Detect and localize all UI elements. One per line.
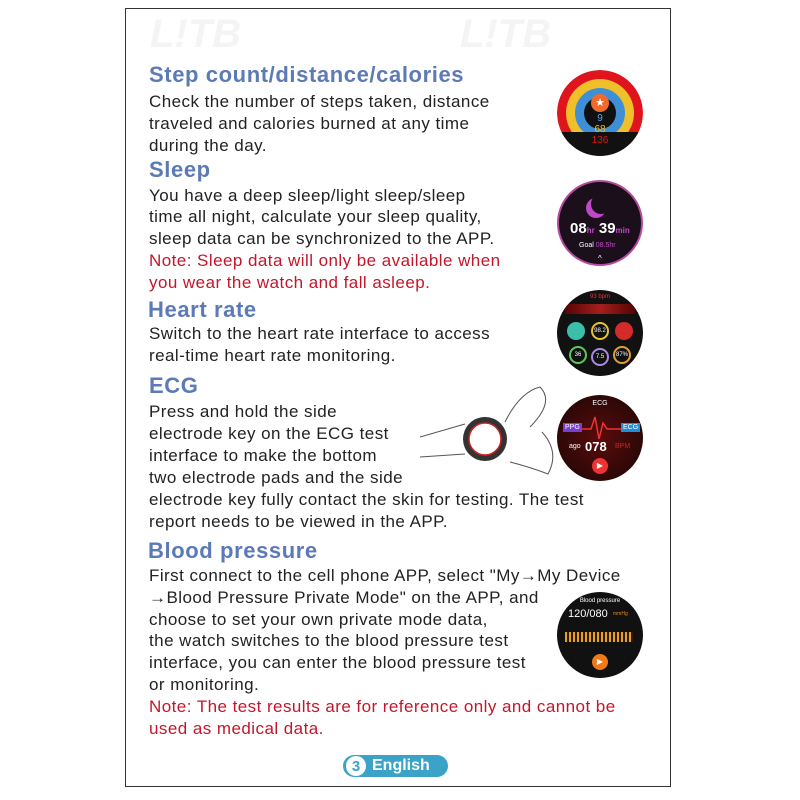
page-footer-badge bbox=[343, 755, 448, 777]
text-line: →Blood Pressure Private Mode" on the APP, and bbox=[149, 588, 539, 607]
heart-metric: 36 bbox=[569, 346, 587, 364]
goal-label: Goal bbox=[579, 242, 594, 249]
watch-sleep-face bbox=[557, 180, 643, 266]
heart-icon bbox=[567, 322, 585, 340]
ecg-ago: ago bbox=[569, 443, 581, 450]
moon-icon bbox=[591, 194, 611, 214]
heading-heart-rate: Heart rate bbox=[148, 297, 257, 322]
watch-heart-face bbox=[557, 290, 643, 376]
text-line: sleep data can be synchronized to the APP. bbox=[149, 229, 495, 248]
goal-value: 08.5 bbox=[595, 242, 610, 249]
text-line: electrode key fully contact the skin for testing. The test bbox=[149, 490, 584, 509]
text-line: Check the number of steps taken, distance bbox=[149, 92, 490, 111]
bp-title: Blood pressure bbox=[579, 598, 621, 604]
text-line: real-time heart rate monitoring. bbox=[149, 346, 396, 365]
ppg-button: PPG bbox=[565, 424, 580, 431]
note-line: you wear the watch and fall asleep. bbox=[149, 273, 431, 292]
play-icon: ▶ bbox=[592, 654, 608, 670]
text-line: two electrode pads and the side bbox=[149, 468, 404, 487]
wrist-illustration bbox=[420, 382, 560, 492]
text-line: You have a deep sleep/light sleep/sleep bbox=[149, 186, 466, 205]
ecg-waveform bbox=[577, 413, 623, 441]
heart-metric: 87% bbox=[613, 346, 631, 364]
ecg-app-icon bbox=[615, 322, 633, 340]
ecg-bpm-value: 078 bbox=[585, 439, 607, 454]
note-line: Note: The test results are for reference only and cannot be bbox=[149, 697, 616, 716]
text-line: traveled and calories burned at any time bbox=[149, 114, 470, 133]
goal-unit: hr bbox=[609, 242, 616, 249]
language-label: English bbox=[372, 757, 430, 774]
heart-rate-title: 93 bpm bbox=[589, 294, 610, 300]
heading-ecg: ECG bbox=[149, 373, 199, 398]
watermark: L!TB bbox=[460, 12, 552, 56]
chevron-up-icon: ^ bbox=[598, 254, 602, 263]
text-line: choose to set your own private mode data, bbox=[149, 610, 488, 629]
text-line: report needs to be viewed in the APP. bbox=[149, 512, 448, 531]
ecg-button: ECG bbox=[623, 424, 639, 431]
heart-metric: 7.5 bbox=[591, 348, 609, 366]
sleep-minutes: 39 bbox=[598, 220, 616, 237]
page-number: 3 bbox=[346, 756, 366, 776]
text-line: time all night, calculate your sleep quality, bbox=[149, 207, 482, 226]
calories-value: 136 bbox=[591, 135, 609, 146]
bp-waveform bbox=[565, 632, 633, 642]
sleep-min-unit: min bbox=[615, 226, 630, 235]
text-line: the watch switches to the blood pressure test bbox=[149, 631, 509, 650]
text-line: electrode key on the ECG test bbox=[149, 424, 389, 443]
heart-waveform bbox=[565, 304, 635, 314]
watch-bp-face bbox=[557, 592, 643, 678]
heading-blood-pressure: Blood pressure bbox=[148, 538, 318, 563]
sleep-hr-unit: hr bbox=[586, 226, 595, 235]
note-line: used as medical data. bbox=[149, 719, 324, 738]
sleep-hours: 08 bbox=[570, 220, 587, 237]
bp-value: 120/080 bbox=[568, 608, 608, 620]
play-icon: ▶ bbox=[592, 458, 608, 474]
watch-steps-face bbox=[557, 70, 643, 156]
text-line: interface, you can enter the blood pressure test bbox=[149, 653, 526, 672]
running-icon: ★ bbox=[591, 94, 609, 112]
text-line: or monitoring. bbox=[149, 675, 260, 694]
heart-metric: 98.2 bbox=[591, 322, 609, 340]
text-line: Press and hold the side bbox=[149, 402, 338, 421]
ecg-title: ECG bbox=[592, 400, 608, 407]
text-line: Switch to the heart rate interface to access bbox=[149, 324, 491, 343]
text-line: during the day. bbox=[149, 136, 267, 155]
watch-ecg-face bbox=[557, 395, 643, 481]
text-line: interface to make the bottom bbox=[149, 446, 378, 465]
note-line: Note: Sleep data will only be available when bbox=[149, 251, 501, 270]
watermark: L!TB bbox=[150, 12, 242, 56]
steps-value: 9 bbox=[597, 113, 603, 124]
heading-steps: Step count/distance/calories bbox=[149, 62, 465, 87]
distance-value: 68 bbox=[594, 124, 606, 135]
heading-sleep: Sleep bbox=[149, 157, 211, 182]
bp-unit: mmHg bbox=[613, 611, 628, 617]
ecg-bpm-unit: BPM bbox=[615, 443, 631, 450]
text-line: First connect to the cell phone APP, select "My→My Device bbox=[149, 566, 621, 585]
